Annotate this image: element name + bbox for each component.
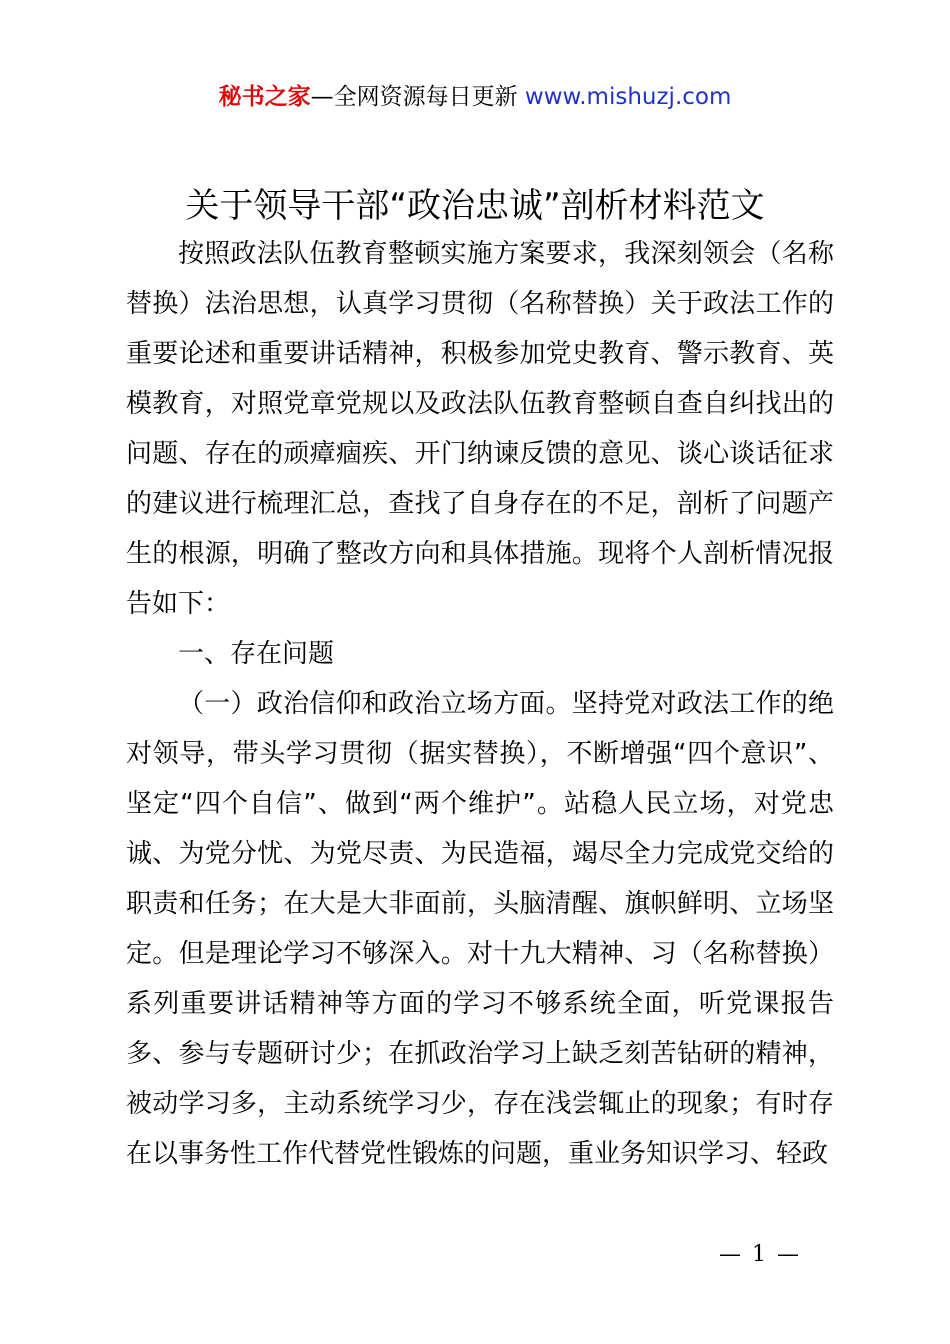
document-body	[126, 229, 834, 1179]
page-number: — 1 —	[719, 1242, 801, 1267]
website-link[interactable]: www.mishuzj.com	[524, 84, 732, 110]
paragraph-intro: 按照政法队伍教育整顿实施方案要求，我深刻领会（名称替换）法治思想，认真学习贯彻（名称替换）关于政法工作的重要论述和重要讲话精神，积极参加党史教育、警示教育、英模教育，对照党章党规以及政法队伍教育整顿自查自纠找出的问题、存在的顽瘴痼疾、开门纳谏反馈的意见、谈心谈话征求的建议进行梳理汇总，查找了自身存在的不足，剖析了问题产生的根源，明确了整改方向和具体措施。现将个人剖析情况报告如下：	[126, 239, 834, 619]
section-heading-problems: 一、存在问题	[178, 639, 335, 669]
document-title: 关于领导干部“政治忠诚”剖析材料范文	[185, 186, 765, 226]
header-banner	[0, 80, 950, 114]
banner-tagline: —全网资源每日更新	[310, 84, 518, 110]
brand-name: 秘书之家	[218, 84, 311, 110]
paragraph-political-faith: （一）政治信仰和政治立场方面。坚持党对政法工作的绝对领导，带头学习贯彻（据实替换），不断增强“四个意识”、坚定“四个自信”、做到“两个维护”。站稳人民立场，对党忠诚、为党分忧、为党尽责、为民造福，竭尽全力完成党交给的职责和任务；在大是大非面前，头脑清醒、旗帜鲜明、立场坚定。但是理论学习不够深入。对十九大精神、习（名称替换）系列重要讲话精神等方面的学习不够系统全面，听党课报告多、参与专题研讨少；在抓政治学习上缺乏刻苦钻研的精神，被动学习多，主动系统学习少，存在浅尝辄止的现象；有时存在以事务性工作代替党性锻炼的问题，重业务知识学习、轻政	[126, 689, 834, 1169]
